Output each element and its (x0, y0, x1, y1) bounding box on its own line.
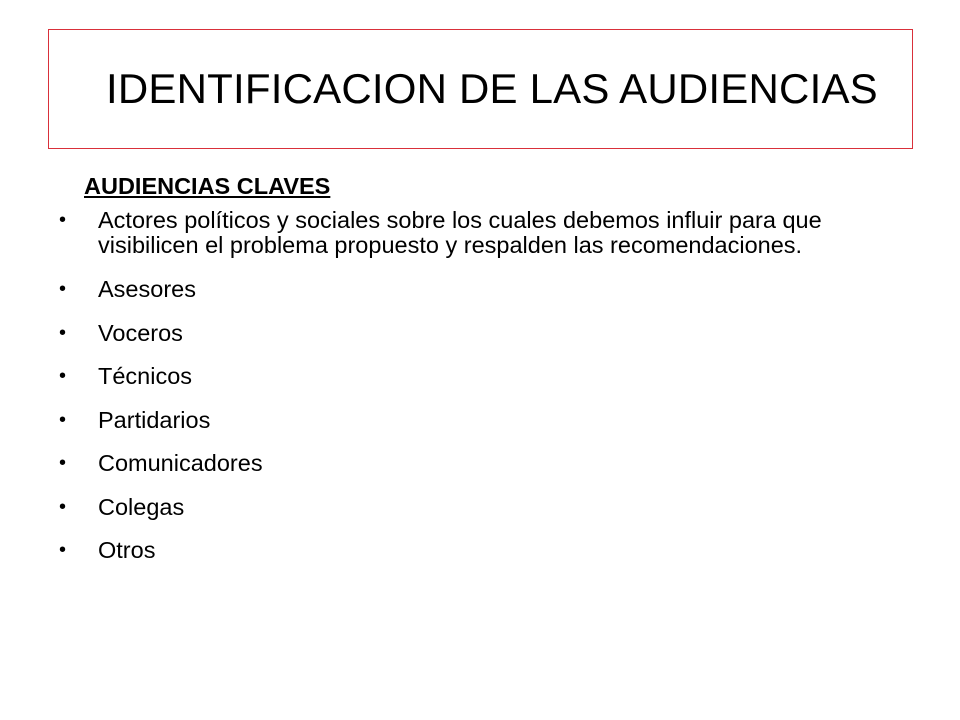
bullet-text: Técnicos (98, 363, 193, 389)
bullet-item (48, 406, 913, 435)
bullet-item (48, 536, 913, 565)
title-box (48, 29, 913, 149)
bullet-text: Colegas (98, 493, 185, 520)
bullet-icon: • (59, 278, 67, 300)
bullet-item (48, 449, 913, 478)
bullet-item (48, 493, 913, 522)
subheading: AUDIENCIAS CLAVES (84, 173, 331, 199)
bullet-item (48, 208, 913, 258)
bullet-icon: • (59, 321, 67, 344)
bullet-text: Otros (98, 537, 156, 563)
bullet-text: Comunicadores (98, 450, 263, 476)
bullet-icon: • (59, 495, 67, 518)
bullet-text: Actores políticos y sociales sobre los cuales debemos influir para que visibilicen el problema propuesto y respalden las recomendaciones. (98, 207, 822, 258)
bullet-item (48, 275, 913, 304)
bullet-icon: • (59, 539, 67, 561)
content-area (48, 170, 913, 580)
bullet-item (48, 319, 913, 348)
bullet-icon: • (59, 365, 67, 387)
bullet-text: Partidarios (98, 406, 211, 433)
bullet-list (48, 208, 913, 565)
bullet-icon: • (59, 209, 67, 231)
bullet-icon: • (59, 452, 67, 474)
bullet-text: Voceros (98, 319, 183, 346)
slide-title: IDENTIFICACION DE LAS AUDIENCIAS (106, 65, 878, 112)
bullet-item (48, 362, 913, 391)
bullet-text: Asesores (98, 276, 196, 302)
bullet-icon: • (59, 408, 67, 431)
